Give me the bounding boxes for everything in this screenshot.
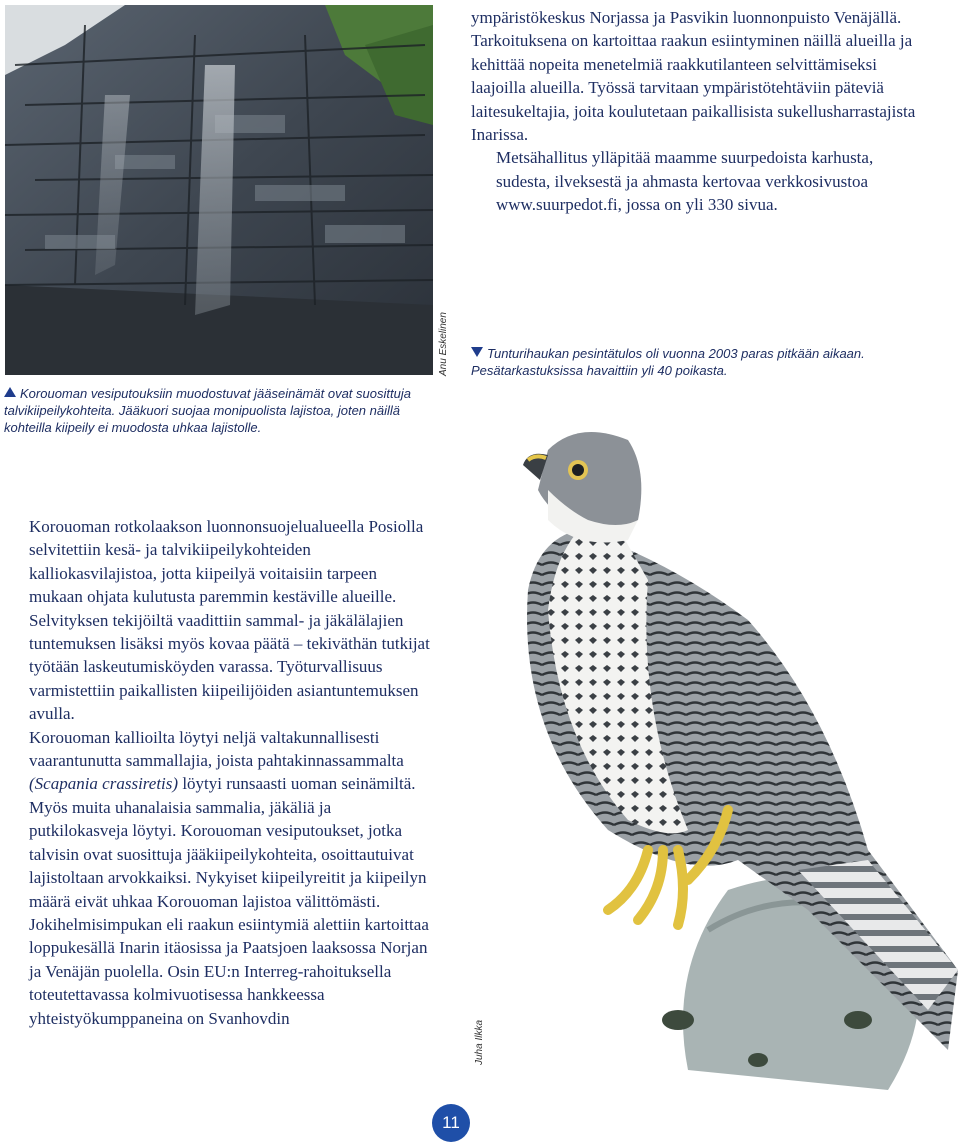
triangle-up-icon [4, 387, 16, 397]
right-column-text [471, 6, 916, 217]
species-name: (Scapania crassiretis) [29, 774, 179, 794]
paragraph: ympäristökeskus Norjassa ja Pasvikin luonnonpuisto Venäjällä. Tarkoituksena on kartoittaa raakun esiintyminen näillä alueilla ja kehittää nopeita menetelmiä raakkutilanteen selvittämiseksi laajoilla alueilla. Työssä tarvitaan ympäristötehtäviin päteviä laitesukeltajia, joita koulutetaan paikallisista sukellusharrastajista Inarissa. [471, 8, 916, 145]
paragraph: Jokihelmisimpukan eli raakun esiintymiä alettiin kartoittaa loppukesällä Inarin itäosissa ja Paatsjoen laaksossa Norjan ja Venäjän puolella. Osin EU:n Interreg-rahoituksella toteutettavassa kolmivuotisessa hankkeessa yhteistyökumppaneina on Svanhovdin [29, 914, 429, 1028]
paragraph: Korouoman rotkolaakson luonnonsuojelualueella Posiolla selvitettiin kesä- ja talvikiipeilykohteiden kalliokasvilajistoa, jotta kiipeilyä voitaisiin tarpeen mukaan ohjata kulutusta paremmin kestäville alueille. Selvityksen tekijöiltä vaadittiin sammal- ja jäkälälajien tuntemuksen lisäksi myös kovaa päätä – tekiväthän tutkijat työtään laskeutumisköyden varassa. Työturvallisuus varmistettiin paikallisten kiipeilijöiden asiantuntemuksen avulla. [29, 517, 430, 724]
photo-credit: Anu Eskelinen [438, 312, 449, 376]
gyrfalcon-illustration [488, 410, 958, 1110]
photo-caption: Korouoman vesiputouksiin muodostuvat jääseinämät ovat suosittuja talvikiipeilykohteita. Jääkuori suojaa monipuolista lajistoa, joten näillä kohteilla kiipeily ei muodosta uhkaa lajistolle. [4, 386, 411, 435]
illustration-credit: Juha Ilkka [474, 1019, 485, 1065]
paragraph: Metsähallitus ylläpitää maamme suurpedoista karhusta, sudesta, ilveksestä ja ahmasta kertovaa verkkosivustoa www.suurpedot.fi, jossa on yli 330 sivua. [496, 148, 874, 215]
illustration-caption: Tunturihaukan pesintätulos oli vuonna 2003 paras pitkään aikaan. Pesätarkastuksissa havaittiin yli 40 poikasta. [471, 346, 865, 378]
paragraph: Korouoman kallioilta löytyi neljä valtakunnallisesti vaarantunutta sammallajia, joista pahtakinnassammalta (Scapania crassiretis) löytyi runsaasti uoman seinämiltä. Myös muita uhanalaisia sammalia, jäkäliä ja putkilokasveja löytyi. Korouoman vesiputoukset, jotka talvisin ovat suosittuja jääkiipeilykohteita, osoittautuivat lajistoltaan arvokkaiksi. Nykyiset kiipeilyreitit ja kiipeilyn määrä eivät uhkaa Korouoman lajistoa välittömästi. [29, 727, 427, 911]
page-number: 11 [432, 1104, 470, 1142]
cliff-photo [5, 5, 433, 375]
left-column-text [4, 515, 430, 1030]
triangle-down-icon [471, 347, 483, 357]
